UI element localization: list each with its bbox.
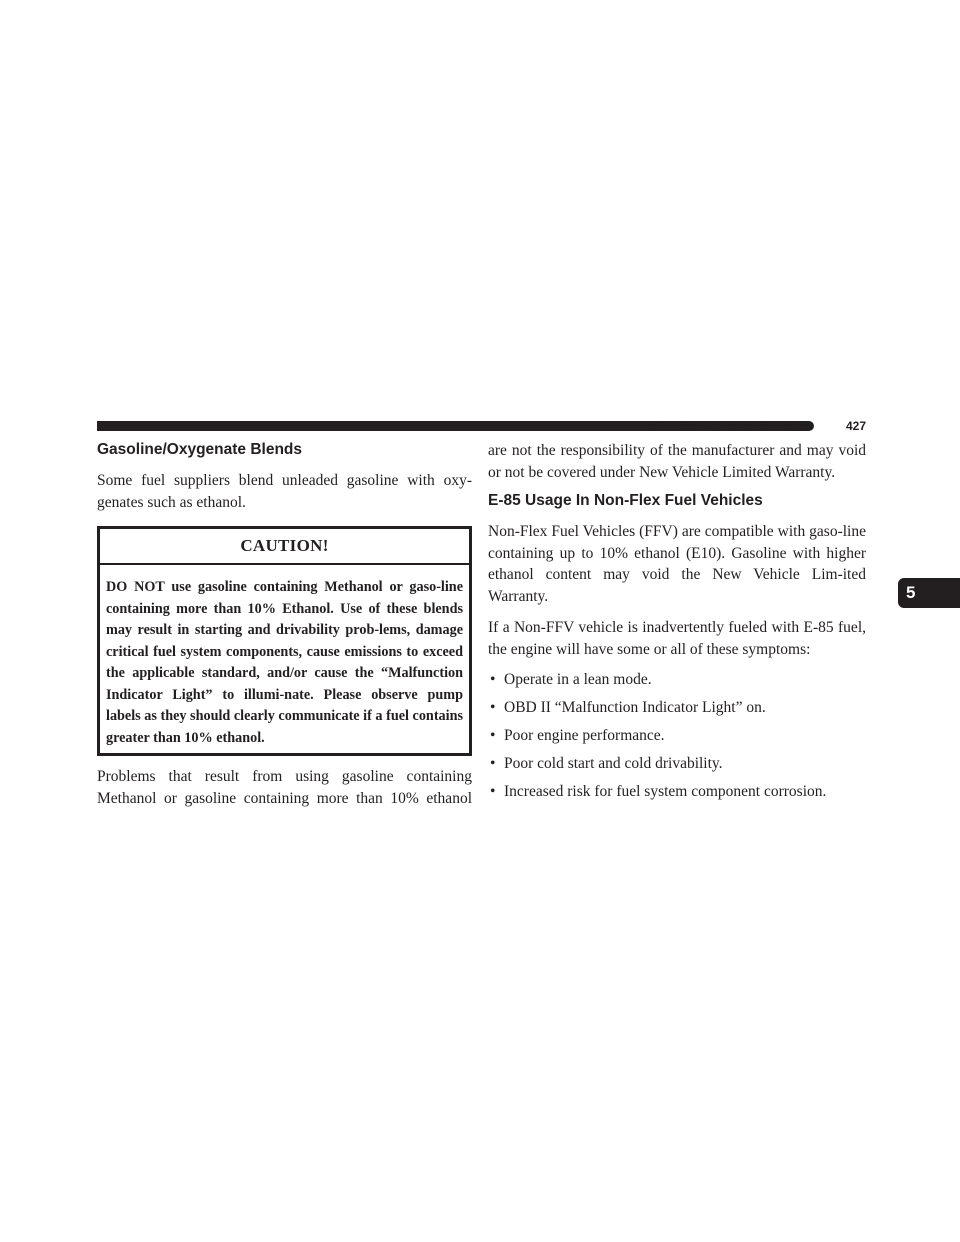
intro-paragraph: Some fuel suppliers blend unleaded gasoline with oxy-genates such as ethanol. [97, 472, 472, 511]
ffv-compatibility-paragraph: Non-Flex Fuel Vehicles (FFV) are compatible with gaso-line containing up to 10% ethanol (E10). Gasoline with higher ethanol content may void the New Vehicle Lim-ited Warranty. [488, 523, 866, 605]
caution-title: CAUTION! [100, 529, 469, 565]
caution-text: DO NOT use gasoline containing Methanol or gaso-line containing more than 10% Ethanol. Use of these blends may result in starting and drivability prob-lems, damage critical fuel system components, cause emissions to exceed the applicable standard, and/or cause the “Malfunction Indicator Light” to illumi-nate. Please observe pump labels as they should clearly communicate if a fuel contains greater than 10% ethanol. [106, 579, 463, 746]
page-number: 427 [845, 419, 866, 433]
list-item: • Poor cold start and cold drivability. [490, 755, 723, 772]
section-heading-gasoline-blends: Gasoline/Oxygenate Blends [97, 441, 303, 458]
symptoms-list [488, 670, 866, 802]
bullet-icon: • [490, 699, 496, 716]
bullet-icon: • [490, 671, 496, 688]
list-item: • Poor engine performance. [490, 727, 665, 744]
bullet-icon: • [490, 727, 496, 744]
chapter-tab: 5 [898, 578, 960, 608]
section-heading-e85: E-85 Usage In Non-Flex Fuel Vehicles [488, 492, 763, 509]
list-item: • OBD II “Malfunction Indicator Light” on. [490, 699, 766, 716]
continued-paragraph: are not the responsibility of the manufacturer and may void or not be covered under New Vehicle Limited Warranty. [488, 442, 866, 481]
right-column [488, 440, 866, 810]
list-item: • Increased risk for fuel system component corrosion. [490, 783, 827, 800]
left-column [97, 440, 472, 819]
bullet-icon: • [490, 755, 496, 772]
symptoms-intro-paragraph: If a Non-FFV vehicle is inadvertently fueled with E-85 fuel, the engine will have some or all of these symptoms: [488, 619, 866, 658]
list-item: • Operate in a lean mode. [490, 671, 652, 688]
problems-paragraph: Problems that result from using gasoline containing Methanol or gasoline containing more than 10% ethanol [97, 768, 472, 807]
bullet-icon: • [490, 783, 496, 800]
caution-box [97, 526, 472, 756]
section-title: STARTING AND OPERATING [650, 419, 814, 433]
